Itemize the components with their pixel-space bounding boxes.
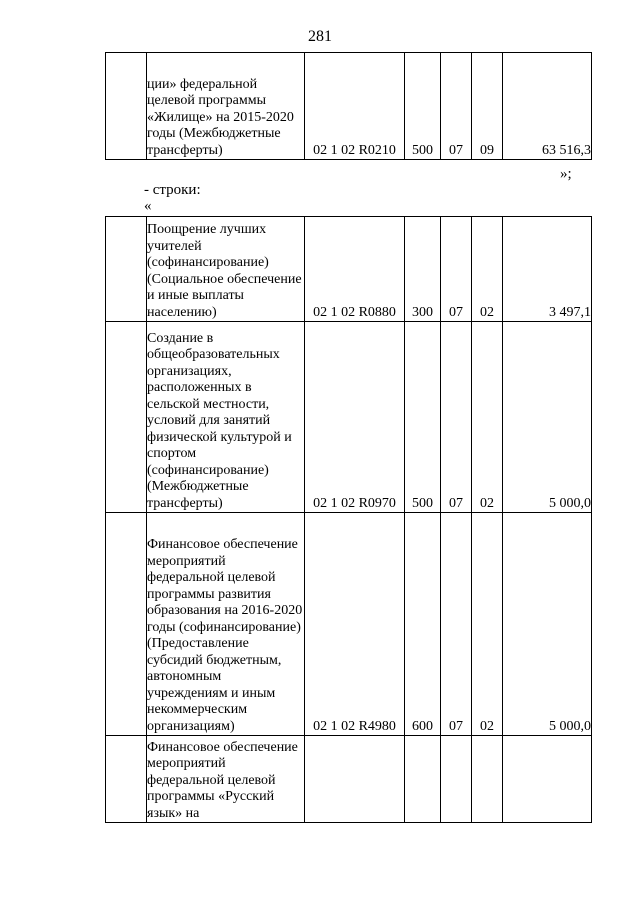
item-name-cell xyxy=(147,217,305,322)
blank-cell xyxy=(106,53,147,160)
item-name: Финансовое обеспечение мероприятий федеральной целевой программы «Русский язык» на xyxy=(147,739,298,821)
expense-type-cell: 500 xyxy=(405,322,441,513)
expense-type-cell: 600 xyxy=(405,513,441,736)
table-row xyxy=(106,322,592,513)
subsection-cell: 09 xyxy=(472,53,503,160)
item-name-cell xyxy=(147,513,305,736)
target-code-cell: 02 1 02 R4980 xyxy=(305,513,405,736)
item-name-cell xyxy=(147,53,305,160)
target-code-cell: 02 1 02 R0880 xyxy=(305,217,405,322)
budget-table-main xyxy=(105,216,592,823)
table-row xyxy=(106,513,592,736)
table-row xyxy=(106,217,592,322)
subsection-cell: 02 xyxy=(472,322,503,513)
amount-cell: 5 000,0 xyxy=(503,513,592,736)
amount-cell: 5 000,0 xyxy=(503,322,592,513)
expense-type-cell xyxy=(405,736,441,823)
section-cell: 07 xyxy=(441,53,472,160)
subsection-cell: 02 xyxy=(472,217,503,322)
table-row xyxy=(106,736,592,823)
section-cell xyxy=(441,736,472,823)
lines-label: - строки: xyxy=(144,182,201,198)
expense-type-cell: 300 xyxy=(405,217,441,322)
section-cell: 07 xyxy=(441,217,472,322)
target-code-cell xyxy=(305,736,405,823)
item-name: ции» федеральной целевой программы «Жилище» на 2015-2020 годы (Межбюджетные трансферты) xyxy=(147,76,294,158)
amount-cell xyxy=(503,736,592,823)
target-code-cell: 02 1 02 R0970 xyxy=(305,322,405,513)
section-cell: 07 xyxy=(441,322,472,513)
section-cell: 07 xyxy=(441,513,472,736)
blank-cell xyxy=(106,736,147,823)
subsection-cell: 02 xyxy=(472,513,503,736)
item-name-cell xyxy=(147,322,305,513)
item-name: Поощрение лучших учителей (софинансирование) (Социальное обеспечение и иные выплаты населению) xyxy=(147,222,302,320)
table-row xyxy=(106,53,592,160)
opening-quote: « xyxy=(144,198,152,214)
closing-quote: »; xyxy=(560,166,572,182)
expense-type-cell: 500 xyxy=(405,53,441,160)
subsection-cell xyxy=(472,736,503,823)
page-number: 281 xyxy=(308,28,332,45)
amount-cell: 3 497,1 xyxy=(503,217,592,322)
blank-cell xyxy=(106,513,147,736)
item-name: Финансовое обеспечение мероприятий федеральной целевой программы развития образования на 2016-2020 годы (софинансирование) (Предоставление субсидий бюджетным, автономным учреждениям и иным некоммерческим организациям) xyxy=(147,537,303,734)
item-name: Создание в общеобразовательных организациях, расположенных в сельской местности, условий для занятий физической культурой и спортом (софинансирование) (Межбюджетные трансферты) xyxy=(147,330,292,511)
blank-cell xyxy=(106,322,147,513)
budget-table-top xyxy=(105,52,592,160)
item-name-cell xyxy=(147,736,305,823)
blank-cell xyxy=(106,217,147,322)
amount-cell: 63 516,3 xyxy=(503,53,592,160)
target-code-cell: 02 1 02 R0210 xyxy=(305,53,405,160)
